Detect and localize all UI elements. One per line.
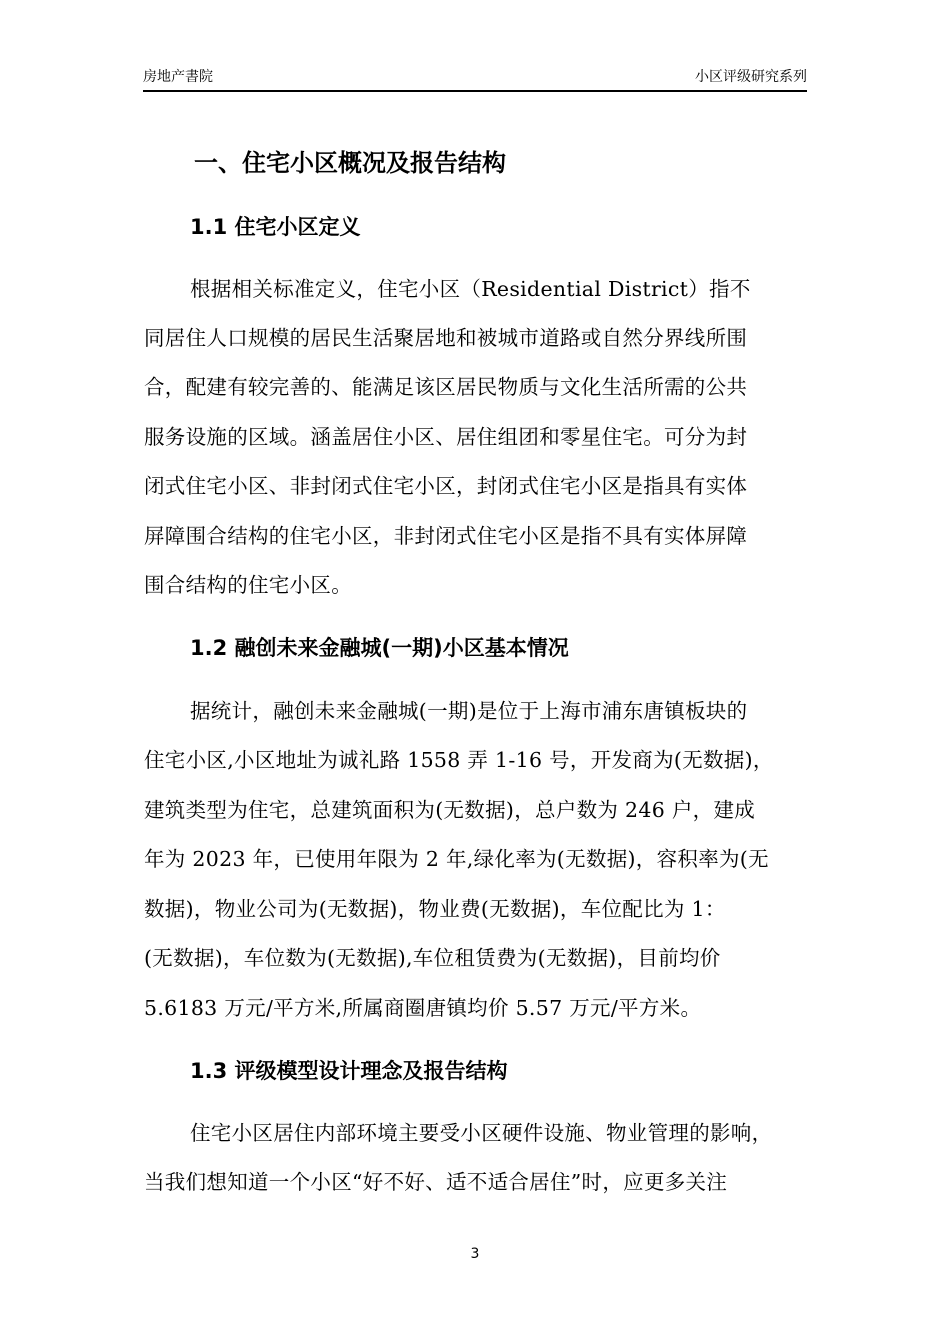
section-heading-1-3: 1.3 评级模型设计理念及报告结构: [190, 1059, 508, 1083]
paragraph-line: 闭式住宅小区、非封闭式住宅小区，封闭式住宅小区是指具有实体: [144, 474, 748, 498]
paragraph-line: 住宅小区,小区地址为诚礼路 1558 弄 1-16 号，开发商为(无数据)，: [144, 748, 774, 772]
paragraph-line: 年为 2023 年，已使用年限为 2 年,绿化率为(无数据)，容积率为(无: [144, 847, 769, 871]
paragraph-line: 围合结构的住宅小区。: [144, 573, 352, 597]
paragraph-line: 建筑类型为住宅，总建筑面积为(无数据)，总户数为 246 户，建成: [144, 798, 756, 822]
paragraph-line: 数据)，物业公司为(无数据)，物业费(无数据)，车位配比为 1：: [144, 897, 726, 921]
page-number: 3: [470, 1246, 480, 1262]
header-series-title: 小区评级研究系列: [695, 69, 807, 85]
paragraph-line: 根据相关标准定义，住宅小区（Residential District）指不: [190, 277, 751, 301]
paragraph-line: 当我们想知道一个小区“好不好、适不适合居住”时，应更多关注: [144, 1170, 728, 1194]
paragraph-line: 5.6183 万元/平方米,所属商圈唐镇均价 5.57 万元/平方米。: [144, 996, 702, 1020]
section-heading-1-1: 1.1 住宅小区定义: [190, 215, 361, 239]
paragraph-line: 服务设施的区域。涵盖居住小区、居住组团和零星住宅。可分为封: [144, 425, 748, 449]
paragraph-line: 同居住人口规模的居民生活聚居地和被城市道路或自然分界线所围: [144, 326, 748, 350]
paragraph-line: 合，配建有较完善的、能满足该区居民物质与文化生活所需的公共: [144, 375, 748, 399]
paragraph-line: 据统计，融创未来金融城(一期)是位于上海市浦东唐镇板块的: [190, 699, 748, 723]
paragraph-line: 住宅小区居住内部环境主要受小区硬件设施、物业管理的影响，: [190, 1121, 773, 1145]
section-heading-1-2: 1.2 融创未来金融城(一期)小区基本情况: [190, 636, 569, 660]
paragraph-line: (无数据)，车位数为(无数据),车位租赁费为(无数据)，目前均价: [144, 946, 721, 970]
page-header: [143, 66, 807, 92]
paragraph-line: 屏障围合结构的住宅小区，非封闭式住宅小区是指不具有实体屏障: [144, 524, 748, 548]
header-publisher: 房地产書院: [143, 69, 213, 85]
chapter-title: 一、住宅小区概况及报告结构: [194, 149, 506, 177]
